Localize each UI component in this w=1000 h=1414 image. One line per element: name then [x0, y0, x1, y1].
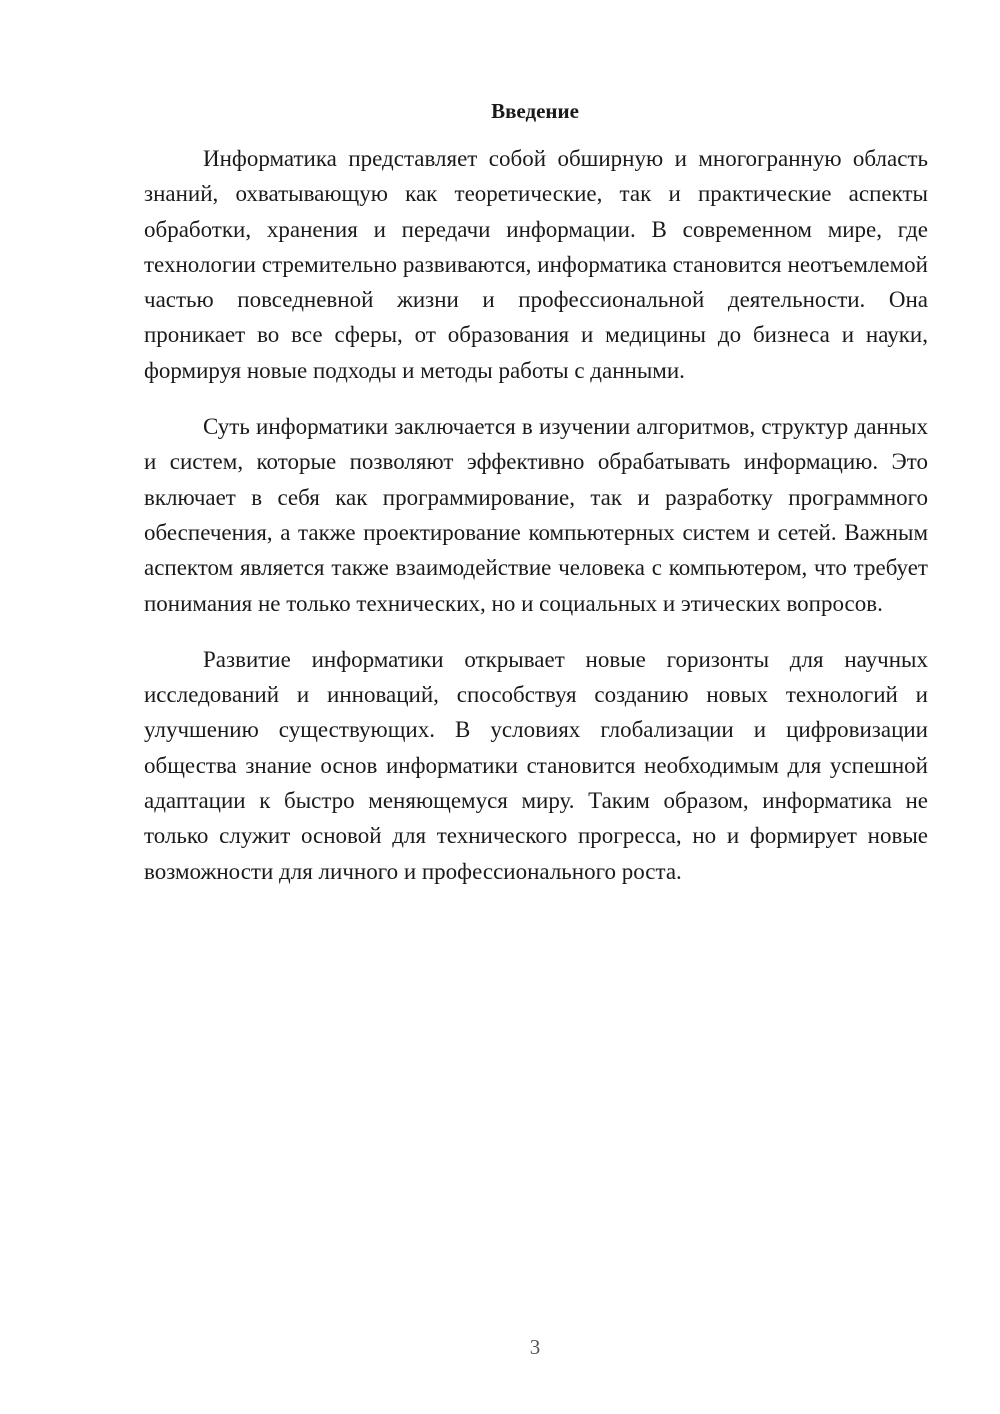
paragraph-3: Развитие информатики открывает новые горизонты для научных исследований и инноваций, способствуя созданию новых технологий и улучшению существующих. В условиях глобализации и цифровизации общества знание основ информатики становится необходимым для успешной адаптации к быстро меняющемуся миру. Таким образом, информатика не только служит основой для технического прогресса, но и формирует новые возможности для личного и профессионального роста. — [144, 646, 928, 884]
page-number: 3 — [529, 1335, 541, 1359]
document-body — [144, 141, 928, 910]
page-title: Введение — [491, 99, 579, 123]
paragraph-1: Информатика представляет собой обширную и многогранную область знаний, охватывающую как теоретические, так и практические аспекты обработки, хранения и передачи информации. В современном мире, где технологии стремительно развиваются, информатика становится неотъемлемой частью повседневной жизни и профессиональной деятельности. Она проникает во все сферы, от образования и медицины до бизнеса и науки, формируя новые подходы и методы работы с данными. — [144, 146, 928, 383]
paragraph-2: Суть информатики заключается в изучении алгоритмов, структур данных и систем, которые позволяют эффективно обрабатывать информацию. Это включает в себя как программирование, так и разработку программного обеспечения, а также проектирование компьютерных систем и сетей. Важным аспектом является также взаимодействие человека с компьютером, что требует понимания не только технических, но и социальных и этических вопросов. — [144, 414, 928, 616]
